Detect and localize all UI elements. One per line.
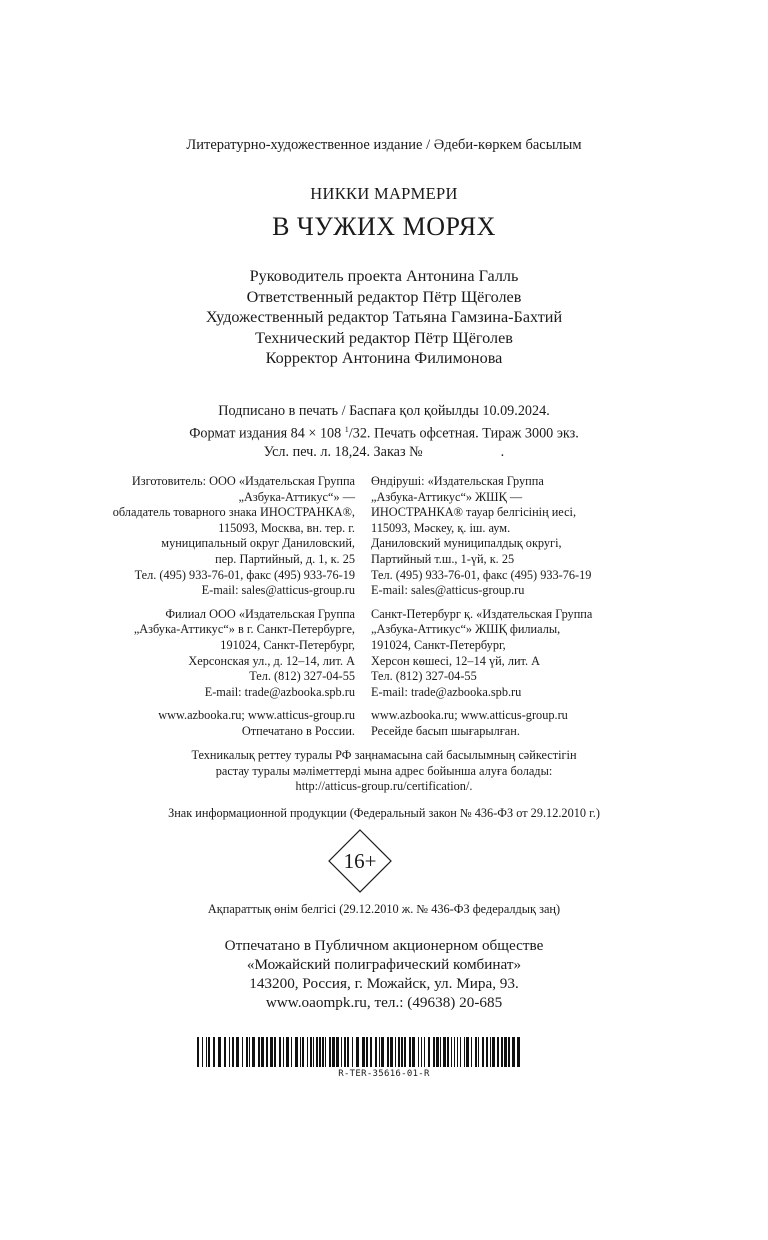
barcode-bar [517,1037,520,1067]
credits-list [0,266,768,369]
format-line [0,421,768,443]
barcode-bar [270,1037,273,1067]
barcode-code: R-TER-35616-01-R [338,1069,430,1079]
barcode-bar [319,1037,321,1067]
web-line: www.azbooka.ru; www.atticus-group.ru [158,708,355,723]
pages-line [0,443,768,462]
book-title: В ЧУЖИХ МОРЯХ [272,212,496,241]
barcode-bar [436,1037,439,1067]
barcode-bar [352,1037,353,1067]
barcode-bar [379,1037,380,1067]
barcode-bar [329,1037,331,1067]
barcode-bar [341,1037,342,1067]
barcode-bar [390,1037,393,1067]
pages-text: Усл. печ. л. 18,24. Заказ № [263,443,423,460]
barcode-bar [344,1037,346,1067]
barcode-bar [482,1037,484,1067]
printer-line: «Можайский полиграфический комбинат» [246,956,522,973]
barcode-bar [356,1037,359,1067]
pages-tail: . [500,443,505,460]
address-line: муниципальный округ Даниловский, [161,536,355,551]
book-author: НИККИ МАРМЕРИ [310,184,458,203]
printer-info [0,936,768,1012]
barcode-bar [366,1037,368,1067]
barcode-bar [447,1037,449,1067]
barcode-bar [490,1037,491,1067]
address-line: E-mail: trade@azbooka.spb.ru [204,684,355,699]
barcode-bar [460,1037,461,1067]
barcode-bar [478,1037,479,1067]
address-line: E-mail: trade@azbooka.spb.ru [371,684,522,699]
barcode-bar [457,1037,458,1067]
barcode-bar [395,1037,396,1067]
address-line: Даниловский муниципалдық округі, [371,536,562,551]
certification-note [0,748,768,795]
address-line: Тел. (495) 933-76-01, факс (495) 933-76-19 [134,567,355,582]
barcode-bar [512,1037,515,1067]
barcode-bar [418,1037,419,1067]
barcode-bar [218,1037,221,1067]
barcode-bar [464,1037,465,1067]
barcode-bar [362,1037,365,1067]
barcode-bar [202,1037,203,1067]
barcode-bar [508,1037,510,1067]
barcode-bar [295,1037,298,1067]
barcode-bar [286,1037,289,1067]
barcode-bar [249,1037,250,1067]
address-line: Партийный т.ш., 1-үй, к. 25 [371,551,515,566]
barcode-bar [409,1037,411,1067]
address-line: 191024, Санкт-Петербург, [371,637,506,652]
barcode-bar [471,1037,472,1067]
barcode-bar [258,1037,260,1067]
barcode-bar [370,1037,372,1067]
barcode-bar [504,1037,507,1067]
barcode-bar [466,1037,469,1067]
barcode-bar [274,1037,276,1067]
credit-line: Корректор Антонина Филимонова [265,349,503,367]
barcode-bar [313,1037,314,1067]
barcode-bar [232,1037,234,1067]
web-line: Ресейде басып шығарылған. [371,723,520,738]
barcode-bar [424,1037,425,1067]
barcode-bar [451,1037,452,1067]
address-line: Херсонская ул., д. 12–14, лит. А [188,653,355,668]
address-line: 115093, Мәскеу, қ. іш. аум. [371,520,511,535]
address-line: Өндіруші: «Издательская Группа [371,474,544,488]
manufacturer-ru-web [113,708,355,739]
barcode-bar [404,1037,406,1067]
address-line: Филиал ООО «Издательская Группа [165,606,355,621]
barcode-bar [291,1037,292,1067]
barcode-bar [398,1037,400,1067]
printer-line: 143200, Россия, г. Можайск, ул. Мира, 93. [249,975,519,992]
address-line: пер. Партийный, д. 1, к. 25 [215,551,355,566]
address-line: Изготовитель: ООО «Издательская Группа [131,474,355,488]
printer-line: www.oaompk.ru, тел.: (49638) 20-685 [265,994,503,1011]
barcode-bar [332,1037,335,1067]
barcode-bar [375,1037,377,1067]
barcode-bar [307,1037,308,1067]
manufacturer-kz-column [371,474,592,748]
barcode-bar [421,1037,422,1067]
barcode-bar [475,1037,477,1067]
barcode-bar [283,1037,284,1067]
barcode-bar [501,1037,503,1067]
edition-type: Литературно-художественное издание / Әдеби-көркем басылым [186,137,582,153]
age-rating-badge [328,829,392,893]
barcode-bar [206,1037,207,1067]
web-line: Отпечатано в России. [241,723,355,738]
barcode-bar [440,1037,441,1067]
credit-line: Технический редактор Пётр Щёголев [255,328,513,347]
format-prefix: Формат издания 84 × 108 [189,425,345,442]
manufacturer-kz-web [371,708,592,739]
barcode-bar [387,1037,389,1067]
barcode-bar [443,1037,446,1067]
credit-line: Руководитель проекта Антонина Галль [249,267,519,285]
barcode-bar [224,1037,226,1067]
printer-line: Отпечатано в Публичном акционерном обществе [224,937,544,954]
barcode-bar [428,1037,430,1067]
address-line: „Азбука-Аттикус“» — [238,489,355,504]
address-line: E-mail: sales@atticus-group.ru [201,583,355,598]
credit-line: Художественный редактор Татьяна Гамзина-Бахтий [205,308,563,326]
address-line: ИНОСТРАНКА® тауар белгісінің иесі, [371,505,577,520]
barcode-bar [347,1037,349,1067]
info-sign-ru: Знак информационной продукции (Федеральный закон № 436-ФЗ от 29.12.2010 г.) [168,806,600,820]
barcode-bar [246,1037,248,1067]
barcode-bar [266,1037,268,1067]
certification-line: http://atticus-group.ru/certification/. [295,779,473,794]
address-line: Тел. (495) 933-76-01, факс (495) 933-76-19 [371,567,592,582]
barcode-bar [316,1037,318,1067]
signed-line: Подписано в печать / Баспаға қол қойылды 10.09.2024. [218,403,550,419]
barcode-bar [412,1037,415,1067]
address-line: „Азбука-Аттикус“» ЖШҚ — [371,489,523,504]
barcode-bar [208,1037,210,1067]
address-line: 191024, Санкт-Петербург, [220,637,355,652]
barcode-bar [310,1037,312,1067]
format-suffix: /32. Печать офсетная. Тираж 3000 экз. [348,425,579,442]
address-line: „Азбука-Аттикус“» ЖШҚ филиалы, [371,622,561,637]
address-line: „Азбука-Аттикус“» в г. Санкт-Петербурге, [133,622,355,637]
barcode [197,1037,525,1067]
barcode-bar [229,1037,230,1067]
address-line: Тел. (812) 327-04-55 [249,669,355,684]
barcode-bar [433,1037,435,1067]
barcode-bar [213,1037,215,1067]
address-line: Херсон көшесі, 12–14 үй, лит. А [371,653,541,668]
barcode-bar [236,1037,239,1067]
barcode-bar [322,1037,324,1067]
barcode-bar [302,1037,304,1067]
manufacturer-kz-main [371,474,592,599]
barcode-bar [336,1037,339,1067]
manufacturer-ru-column [113,474,355,748]
certification-line: Техникалық реттеу туралы РФ заңнамасына сай басылымның сәйкестігін [191,748,577,762]
info-sign-kz: Ақпараттық өнім белгісі (29.12.2010 ж. № 436-ФЗ федералдық заң) [207,902,561,916]
barcode-bar [252,1037,255,1067]
address-line: Тел. (812) 327-04-55 [371,669,477,684]
print-info [0,402,768,461]
certification-line: растау туралы мәліметтерді мына адрес бойынша алуға болады: [215,763,553,778]
manufacturer-kz-branch [371,607,592,701]
manufacturer-ru-branch [113,607,355,701]
barcode-bar [454,1037,455,1067]
barcode-bar [261,1037,264,1067]
age-rating-label: 16+ [343,849,377,873]
address-line: обладатель товарного знака ИНОСТРАНКА®, [112,505,355,520]
barcode-bar [497,1037,499,1067]
credit-line: Ответственный редактор Пётр Щёголев [246,287,522,306]
barcode-bar [486,1037,488,1067]
barcode-bar [325,1037,326,1067]
barcode-bar [197,1037,199,1067]
barcode-bar [279,1037,281,1067]
barcode-bar [300,1037,301,1067]
address-line: Санкт-Петербург қ. «Издательская Группа [371,606,593,621]
barcode-bar [381,1037,384,1067]
web-line: www.azbooka.ru; www.atticus-group.ru [371,708,568,723]
manufacturer-ru-main [113,474,355,599]
address-line: 115093, Москва, вн. тер. г. [218,520,355,535]
barcode-bar [242,1037,243,1067]
format-fraction: 1 [344,424,349,434]
address-line: E-mail: sales@atticus-group.ru [371,583,525,598]
barcode-bar [401,1037,403,1067]
barcode-bar [492,1037,495,1067]
